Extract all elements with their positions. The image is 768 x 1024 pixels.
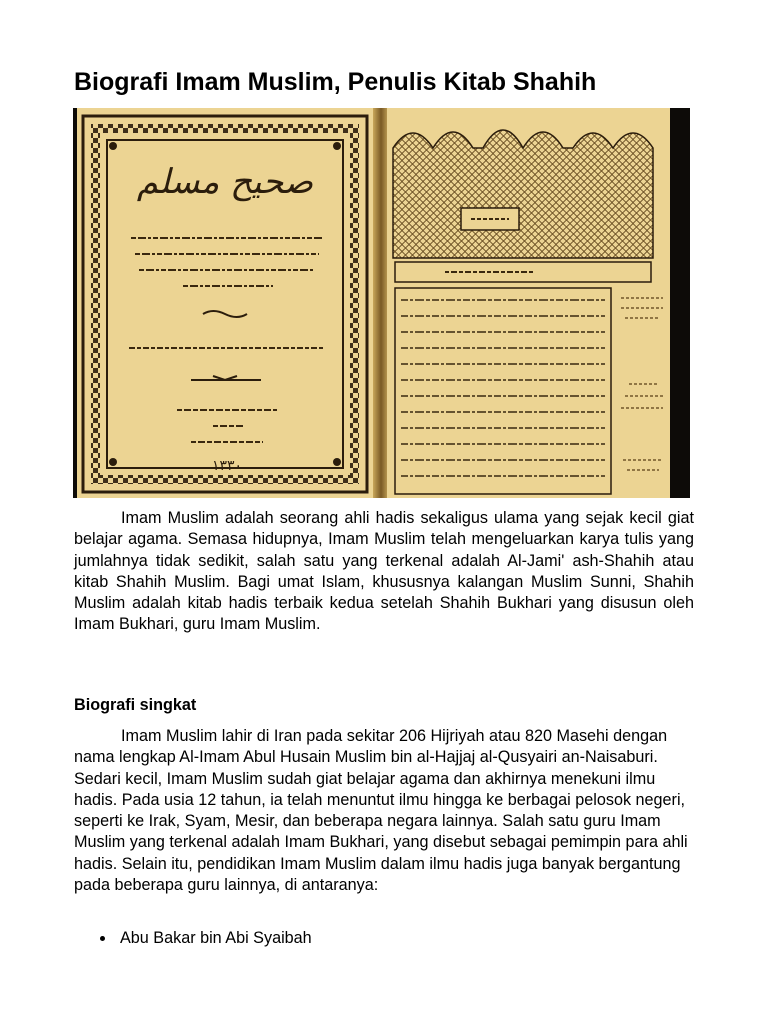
ornate-header bbox=[393, 130, 653, 258]
section-heading: Biografi singkat bbox=[74, 696, 197, 714]
bullet-icon bbox=[100, 936, 105, 941]
page-title: Biografi Imam Muslim, Penulis Kitab Shahih bbox=[74, 68, 597, 96]
left-page-year: ١٣٣٠ bbox=[211, 458, 243, 474]
manuscript-photo bbox=[73, 108, 690, 498]
book-gutter bbox=[373, 108, 389, 498]
right-manuscript-page bbox=[387, 108, 670, 498]
teacher-list bbox=[74, 928, 312, 949]
list-item-label: Abu Bakar bin Abi Syaibah bbox=[120, 929, 312, 947]
intro-paragraph: Imam Muslim adalah seorang ahli hadis sekaligus ulama yang sejak kecil giat belajar agama. Semasa hidupnya, Imam Muslim telah mengeluarkan karya tulis yang jumlahnya tidak sedikit, salah satu yang terkenal adalah Al-Jami' ash-Shahih atau kitab Shahih Muslim. Bagi umat Islam, khususnya kalangan Muslim Sunni, Shahih Muslim adalah kitab hadis terbaik kedua setelah Shahih Bukhari yang disusun oleh Imam Bukhari, guru Imam Muslim. bbox=[74, 509, 694, 634]
list-item bbox=[74, 928, 312, 949]
left-manuscript-page bbox=[77, 108, 375, 498]
section-paragraph: Imam Muslim lahir di Iran pada sekitar 206 Hijriyah atau 820 Masehi dengan nama lengkap Al-Imam Abul Husain Muslim bin al-Hajjaj al-Qusyairi an-Naisaburi. Sedari kecil, Imam Muslim sudah giat belajar agama dan akhirnya menekuni ilmu hadis. Pada usia 12 tahun, ia telah menuntut ilmu hingga ke berbagai pelosok negeri, seperti ke Irak, Syam, Mesir, dan beberapa negara lainnya. Salah satu guru Imam Muslim yang terkenal adalah Imam Bukhari, yang disebut sebagai pemimpin para ahli hadis. Selain itu, pendidikan Imam Muslim dalam ilmu hadis juga banyak bergantung pada beberapa guru lainnya, di antaranya: bbox=[74, 727, 688, 895]
left-page-title: صحيح مسلم bbox=[136, 162, 314, 202]
